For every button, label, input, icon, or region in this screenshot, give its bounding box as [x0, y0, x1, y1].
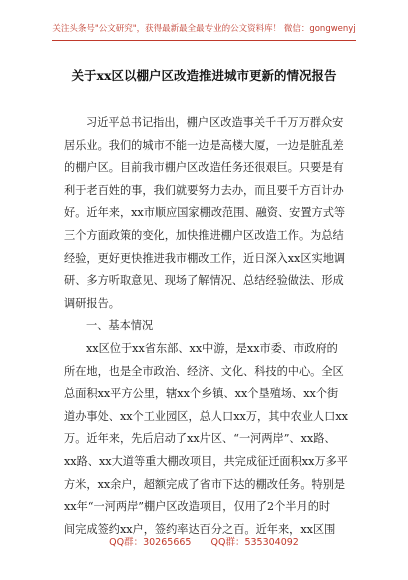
body-line: 万。近年来，先后启动了xx片区、“一河两岸”、xx路、	[64, 432, 336, 446]
body-line: 道办事处、xx个工业园区，总人口xx万，其中农业人口xx	[64, 409, 348, 423]
body-line: 方米，xx余户，超额完成了省市下达的棚改任务。特别是	[64, 477, 346, 491]
body-line: 习近平总书记指出，棚户区改造事关千千万万群众安	[86, 116, 344, 129]
body-line: xx年“一河两岸”棚户区改造项目，仅用了2个半月的时	[64, 500, 331, 514]
body-line: 间完成签约xx户，签约率达百分之百。近年来，xx区围	[64, 522, 336, 536]
footer	[0, 534, 408, 548]
body-line: 一、基本情况	[86, 319, 154, 333]
body-line: 总面积xx平方公里，辖xx个乡镇、xx个垦殖场、xx个街	[64, 387, 339, 401]
document-body	[64, 112, 354, 541]
body-line: 所在地，也是全市政治、经济、文化、科技的中心。全区	[64, 364, 344, 378]
body-line: 好。近年来，xx市顺应国家棚改范围、融资、安置方式等	[64, 206, 346, 220]
body-line: 的棚户区。目前我市棚户区改造任务还很艰巨。只要是有	[64, 161, 344, 175]
footer-qq-group-2: QQ群：535304092	[210, 537, 299, 548]
body-line: 居乐业。我们的城市不能一边是高楼大厦，一边是脏乱差	[64, 138, 344, 152]
body-line: 调研报告。	[64, 296, 120, 310]
document-title: 关于xx区以棚户区改造推进城市更新的情况报告	[71, 68, 337, 83]
footer-qq-group-1: QQ群：30265665	[109, 537, 192, 548]
body-line: 利于老百姓的事，我们就要努力去办，而且要千方百计办	[64, 183, 344, 197]
body-line: 经验，更好更快推进我市棚改工作，近日深入xx区实地调	[64, 251, 346, 265]
body-line: 三个方面政策的变化，加快推进棚户区改造工作。为总结	[64, 228, 344, 242]
body-line: xx区位于xx省东部、xx中游，是xx市委、市政府的	[86, 341, 338, 355]
body-line: xx路、xx大道等重大棚改项目，共完成征迁面积xx万多平	[64, 454, 348, 468]
header-divider	[52, 40, 356, 41]
header-note: 关注头条号"公文研究"，获得最新最全最专业的公文资料库！ 微信：gongwenyj	[52, 24, 356, 34]
body-line: 研、多方听取意见、现场了解情况、总结经验做法、形成	[64, 274, 344, 288]
